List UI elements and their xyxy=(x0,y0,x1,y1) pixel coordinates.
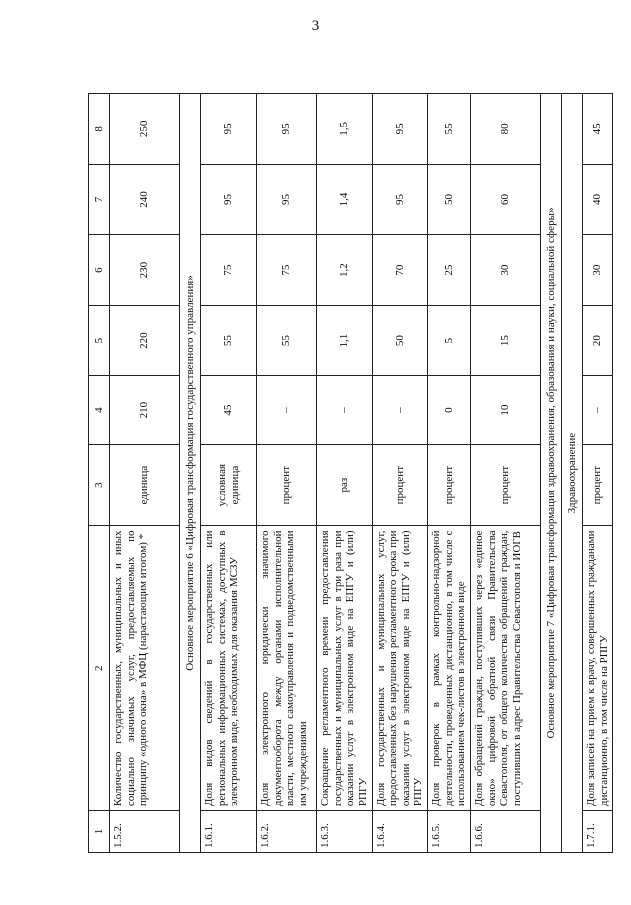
row-value: 55 xyxy=(428,94,471,165)
row-value: 40 xyxy=(583,164,613,235)
row-description: Доля проверок в рамках контрольно-надзорной деятельности, проведенных дистанционно, в том числе с использованием чек-листов в электронном виде xyxy=(428,526,471,811)
row-value: 50 xyxy=(428,164,471,235)
row-value: 80 xyxy=(471,94,541,165)
row-value: 45 xyxy=(201,376,257,444)
header-cell: 5 xyxy=(89,305,110,376)
row-number: 1.6.6. xyxy=(471,811,541,853)
row-value: 55 xyxy=(201,305,257,376)
row-description: Сокращение регламентного времени предоставления государственных и муниципальных услуг в три раза при оказании услуг в электронном виде на ЕПГУ и (или) РПГУ xyxy=(317,526,373,811)
row-value: 75 xyxy=(201,235,257,306)
table-rotation-wrapper xyxy=(88,93,610,853)
row-value: 95 xyxy=(257,164,317,235)
section-row xyxy=(180,94,201,853)
row-value: 95 xyxy=(372,164,428,235)
table-row xyxy=(257,94,317,853)
table-row xyxy=(428,94,471,853)
row-value: 1,1 xyxy=(317,305,373,376)
row-value: – xyxy=(317,376,373,444)
table-row xyxy=(471,94,541,853)
subsection-row xyxy=(562,94,583,853)
row-value: 75 xyxy=(257,235,317,306)
row-unit: процент xyxy=(257,444,317,526)
subsection-title: Здравоохранение xyxy=(562,94,583,853)
row-value: 10 xyxy=(471,376,541,444)
row-unit: процент xyxy=(372,444,428,526)
row-number: 1.7.1. xyxy=(583,811,613,853)
row-value: 0 xyxy=(428,376,471,444)
row-description: Доля государственных и муниципальных услуг, предоставленных без нарушения регламентного срока при оказании услуг в электронном виде на ЕПГУ и (или) РПГУ xyxy=(372,526,428,811)
row-value: 95 xyxy=(201,164,257,235)
header-cell: 3 xyxy=(89,444,110,526)
row-value: 240 xyxy=(110,164,180,235)
row-value: 250 xyxy=(110,94,180,165)
table-row xyxy=(317,94,373,853)
section-title: Основное мероприятие 7 «Цифровая трансформация здравоохранения, образования и науки, социальной сферы» xyxy=(541,94,562,853)
table-row xyxy=(372,94,428,853)
header-cell: 1 xyxy=(89,811,110,853)
row-description: Доля видов сведений в государственных или региональных информационных системах, доступных в электронном виде, необходимых для оказания МСЗУ xyxy=(201,526,257,811)
row-number: 1.6.1. xyxy=(201,811,257,853)
row-value: 230 xyxy=(110,235,180,306)
row-description: Доля обращений граждан, поступивших через «единое окно» цифровой обратной связи Правительства Севастополя, от общего количества обращений граждан, поступивших в адрес Правительства Севастополя и ИОГВ xyxy=(471,526,541,811)
row-value: 5 xyxy=(428,305,471,376)
row-unit: процент xyxy=(583,444,613,526)
row-description: Количество государственных, муниципальных и иных социально значимых услуг, предоставляемых по принципу «одного окна» в МФЦ (нарастающим итогом) * xyxy=(110,526,180,811)
header-cell: 6 xyxy=(89,235,110,306)
row-value: 20 xyxy=(583,305,613,376)
table-header-row xyxy=(89,94,110,853)
row-value: 210 xyxy=(110,376,180,444)
row-value: – xyxy=(372,376,428,444)
header-cell: 2 xyxy=(89,526,110,811)
header-cell: 4 xyxy=(89,376,110,444)
row-value: – xyxy=(257,376,317,444)
row-description: Доля электронного юридически значимого документооборота между органами исполнительной власти, местного самоуправления и подведомственными им учреждениями xyxy=(257,526,317,811)
row-unit: единица xyxy=(110,444,180,526)
row-value: 60 xyxy=(471,164,541,235)
row-unit: условная единица xyxy=(201,444,257,526)
row-value: – xyxy=(583,376,613,444)
row-value: 95 xyxy=(257,94,317,165)
row-value: 1,5 xyxy=(317,94,373,165)
row-value: 55 xyxy=(257,305,317,376)
row-value: 95 xyxy=(201,94,257,165)
row-unit: раз xyxy=(317,444,373,526)
row-value: 1,2 xyxy=(317,235,373,306)
rotated-table-area xyxy=(88,93,610,853)
page-number: 3 xyxy=(311,18,320,34)
row-value: 70 xyxy=(372,235,428,306)
indicators-table xyxy=(88,93,613,853)
table-row xyxy=(201,94,257,853)
row-value: 30 xyxy=(471,235,541,306)
row-value: 95 xyxy=(372,94,428,165)
section-title: Основное мероприятие 6 «Цифровая трансформация государственного управления» xyxy=(180,94,201,853)
row-value: 1,4 xyxy=(317,164,373,235)
row-unit: процент xyxy=(428,444,471,526)
table-row xyxy=(583,94,613,853)
header-cell: 7 xyxy=(89,164,110,235)
row-value: 30 xyxy=(583,235,613,306)
section-row xyxy=(541,94,562,853)
header-cell: 8 xyxy=(89,94,110,165)
row-number: 1.5.2. xyxy=(110,811,180,853)
row-value: 220 xyxy=(110,305,180,376)
row-number: 1.6.3. xyxy=(317,811,373,853)
row-description: Доля записей на прием к врачу, совершенных гражданами дистанционно, в том числе на РПГУ xyxy=(583,526,613,811)
row-number: 1.6.4. xyxy=(372,811,428,853)
row-number: 1.6.5. xyxy=(428,811,471,853)
row-value: 15 xyxy=(471,305,541,376)
row-value: 25 xyxy=(428,235,471,306)
row-value: 45 xyxy=(583,94,613,165)
row-number: 1.6.2. xyxy=(257,811,317,853)
row-value: 50 xyxy=(372,305,428,376)
row-unit: процент xyxy=(471,444,541,526)
table-row xyxy=(110,94,180,853)
